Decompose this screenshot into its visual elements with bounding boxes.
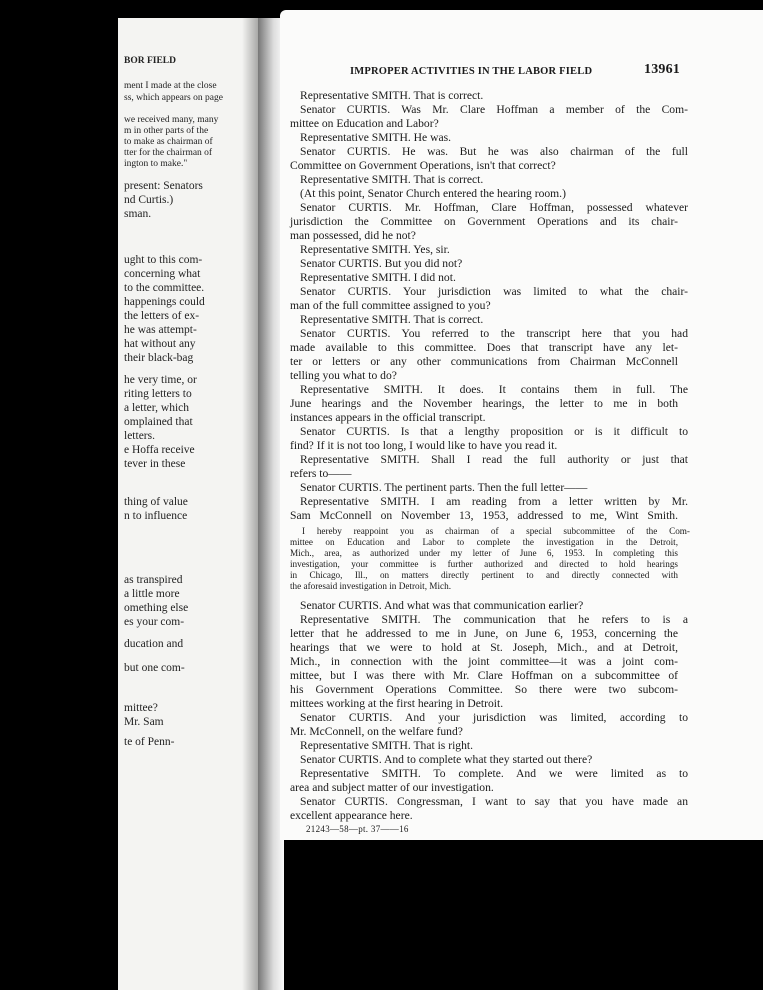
quoted-letter-line: mittee on Education and Labor to complete the investigation in the Detroit, (290, 537, 678, 547)
text-line: area and subject matter of our investigation. (290, 781, 494, 794)
quoted-letter-line: in Chicago, Ill., on matters directly pertinent to and directly connected with (290, 570, 678, 580)
left-page-text-line: he very time, or (124, 374, 197, 386)
left-page-text-line: ment I made at the close (124, 81, 217, 91)
left-facing-page (118, 18, 260, 990)
text-line: letter that he addressed to me in June, on June 6, 1953, concerning the (290, 627, 678, 640)
text-line: jurisdiction the Committee on Government Operations and its chair- (290, 215, 678, 228)
text-line: man possessed, did he not? (290, 229, 416, 242)
text-line: Committee on Government Operations, isn't that correct? (290, 159, 556, 172)
text-line: Representative SMITH. He was. (300, 131, 452, 144)
left-page-running-title: BOR FIELD (124, 56, 176, 66)
text-line: Representative SMITH. To complete. And we were limited as to (300, 767, 688, 780)
text-line: Representative SMITH. That is correct. (300, 173, 484, 186)
text-line: Representative SMITH. I am reading from a letter written by Mr. (300, 495, 688, 508)
text-line: his Government Operations Committee. So there were two subcom- (290, 683, 678, 696)
left-page-text-line: the letters of ex- (124, 310, 200, 322)
page-number: 13961 (644, 62, 680, 77)
left-page-text-line: mittee? (124, 702, 158, 714)
left-page-text-line: their black-bag (124, 352, 194, 364)
text-line: Senator CURTIS. And what was that communication earlier? (300, 599, 584, 612)
left-page-text-line: letters. (124, 430, 155, 442)
text-line: Senator CURTIS. And your jurisdiction was limited, according to (300, 711, 688, 724)
left-page-text-line: omplained that (124, 416, 193, 428)
left-page-text-line: te of Penn- (124, 736, 175, 748)
text-line: Representative SMITH. The communication that he refers to is a (300, 613, 688, 626)
left-page-text-line: tever in these (124, 458, 186, 470)
left-page-text-line: ington to make." (124, 159, 188, 169)
left-page-text-line: a little more (124, 588, 180, 600)
text-line: Senator CURTIS. He was. But he was also chairman of the full (300, 145, 688, 158)
text-line: Representative SMITH. That is correct. (300, 313, 484, 326)
left-page-text-line: happenings could (124, 296, 205, 308)
left-page-text-line: he was attempt- (124, 324, 197, 336)
text-line: Senator CURTIS. Is that a lengthy proposition or is it difficult to (300, 425, 688, 438)
text-line: Senator CURTIS. The pertinent parts. Then the full letter—— (300, 481, 588, 494)
text-line: telling you what to do? (290, 369, 397, 382)
text-line: Representative SMITH. That is right. (300, 739, 474, 752)
print-job-footer: 21243—58—pt. 37——16 (306, 824, 409, 834)
quoted-letter-line: I hereby reappoint you as chairman of a special subcommittee of the Com- (302, 526, 690, 536)
left-page-text-line: ught to this com- (124, 254, 203, 266)
left-page-text-line: ss, which appears on page (124, 93, 223, 103)
left-page-text-line: omething else (124, 602, 189, 614)
left-page-text-line: e Hoffa receive (124, 444, 195, 456)
left-page-text-line: we received many, many (124, 115, 219, 125)
left-page-text-line: es your com- (124, 616, 185, 628)
left-page-text-line: thing of value (124, 496, 188, 508)
text-line: Representative SMITH. I did not. (300, 271, 456, 284)
quoted-letter-line: the aforesaid investigation in Detroit, Mich. (290, 581, 451, 591)
text-line: (At this point, Senator Church entered the hearing room.) (300, 187, 566, 200)
left-page-text-line: but one com- (124, 662, 185, 674)
text-line: ter or letters or any other communications from Chairman McConnell (290, 355, 678, 368)
left-page-text-line: ducation and (124, 638, 184, 650)
text-line: hearings that we were to hold at St. Joseph, Mich., and at Detroit, (290, 641, 678, 654)
text-line: find? If it is not too long, I would like to have you read it. (290, 439, 558, 452)
left-page-text-line: Mr. Sam (124, 716, 164, 728)
text-line: Senator CURTIS. And to complete what they started out there? (300, 753, 593, 766)
left-page-text-line: a letter, which (124, 402, 189, 414)
text-line: Sam McConnell on November 13, 1953, addressed to me, Wint Smith. (290, 509, 678, 522)
text-line: Senator CURTIS. But you did not? (300, 257, 463, 270)
running-title: IMPROPER ACTIVITIES IN THE LABOR FIELD (350, 66, 593, 77)
left-page-text-line: riting letters to (124, 388, 192, 400)
text-line: Representative SMITH. Shall I read the full authority or just that (300, 453, 688, 466)
left-page-text-line: hat without any (124, 338, 196, 350)
text-line: June hearings and the November hearings, the letter to me in both (290, 397, 678, 410)
left-page-text-line: to make as chairman of (124, 137, 213, 147)
text-line: mittee, but I was there with Mr. Clare Hoffman on a subcommittee of (290, 669, 678, 682)
text-line: Senator CURTIS. Mr. Hoffman, Clare Hoffman, possessed whatever (300, 201, 688, 214)
text-line: refers to—— (290, 467, 352, 480)
left-page-text-line: nd Curtis.) (124, 194, 174, 206)
text-line: mittees working at the first hearing in Detroit. (290, 697, 504, 710)
left-page-text-line: present: Senators (124, 180, 203, 192)
text-line: Representative SMITH. It does. It contains them in full. The (300, 383, 688, 396)
text-line: instances appears in the official transcript. (290, 411, 486, 424)
text-line: Senator CURTIS. Was Mr. Clare Hoffman a member of the Com- (300, 103, 688, 116)
text-line: mittee on Education and Labor? (290, 117, 439, 130)
left-page-text-line: sman. (124, 208, 152, 220)
quoted-letter-line: Mich., area, as authorized under my letter of June 6, 1953. In completing this (290, 548, 678, 558)
left-page-text-line: n to influence (124, 510, 188, 522)
left-page-text-line: to the committee. (124, 282, 205, 294)
text-line: made available to this committee. Does that transcript have any let- (290, 341, 678, 354)
page-header (350, 64, 680, 80)
text-line: Senator CURTIS. You referred to the transcript here that you had (300, 327, 688, 340)
text-line: Mich., in connection with the joint committee—it was a joint com- (290, 655, 678, 668)
text-line: Representative SMITH. That is correct. (300, 89, 484, 102)
quoted-letter-line: investigation, your committee is further authorized and directed to hold hearings (290, 559, 678, 569)
left-page-text-line: as transpired (124, 574, 183, 586)
left-page-text-line: concerning what (124, 268, 201, 280)
left-page-text-line: tter for the chairman of (124, 148, 213, 158)
left-page-text-line: m in other parts of the (124, 126, 209, 136)
text-line: Representative SMITH. Yes, sir. (300, 243, 450, 256)
text-line: man of the full committee assigned to you? (290, 299, 491, 312)
text-line: Mr. McConnell, on the welfare fund? (290, 725, 463, 738)
text-line: Senator CURTIS. Congressman, I want to say that you have made an (300, 795, 688, 808)
text-line: excellent appearance here. (290, 809, 413, 822)
text-line: Senator CURTIS. Your jurisdiction was limited to what the chair- (300, 285, 688, 298)
